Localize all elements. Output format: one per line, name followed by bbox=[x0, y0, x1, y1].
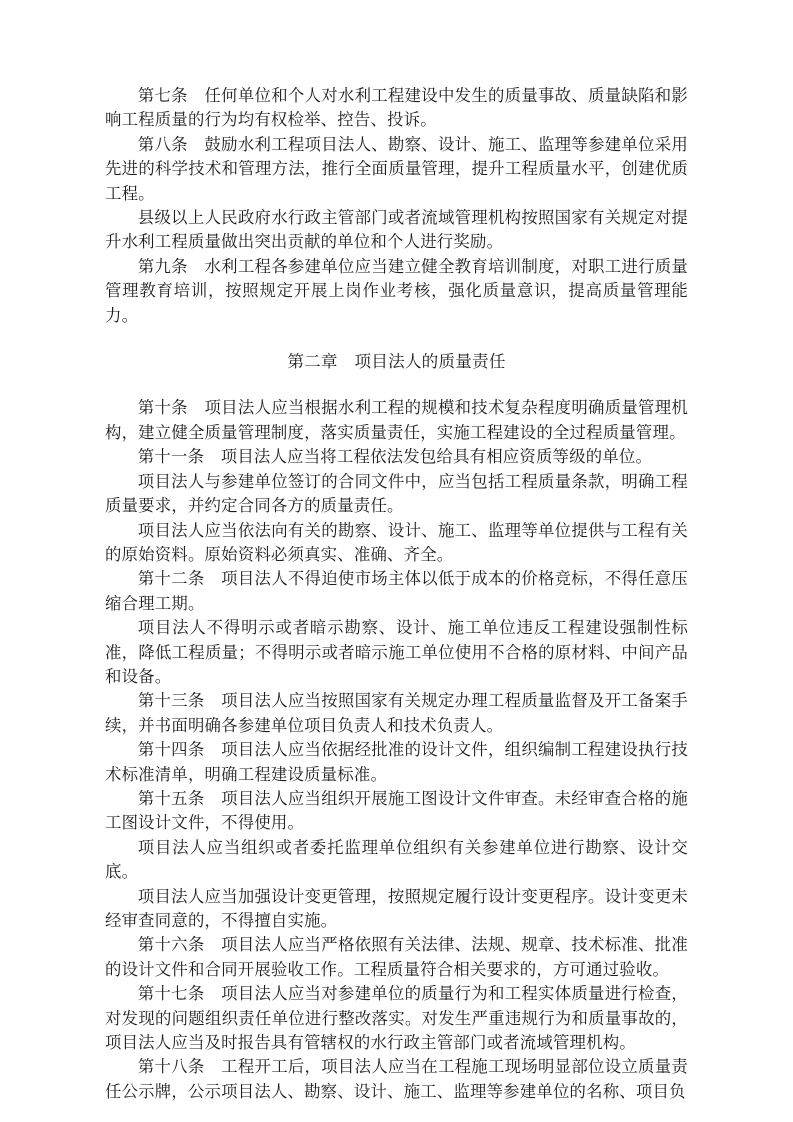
paragraph: 第九条 水利工程各参建单位应当建立健全教育培训制度，对职工进行质量管理教育培训，按照规定开展上岗作业考核，强化质量意识，提高质量管理能力。 bbox=[105, 256, 688, 325]
paragraph: 第十一条 项目法人应当将工程依法发包给具有相应资质等级的单位。 bbox=[137, 447, 653, 467]
paragraph: 第十六条 项目法人应当严格依照有关法律、法规、规章、技术标准、批准的设计文件和合同开展验收工作。工程质量符合相关要求的，方可通过验收。 bbox=[105, 935, 688, 979]
paragraph: 第十七条 项目法人应当对参建单位的质量行为和工程实体质量进行检查，对发现的问题组织责任单位进行整改落实。对发生严重违规行为和质量事故的，项目法人应当及时报告具有管辖权的水行政主管部门或者流域管理机构。 bbox=[105, 984, 688, 1053]
paragraph: 项目法人应当依法向有关的勘察、设计、施工、监理等单位提供与工程有关的原始资料。原始资料必须真实、准确、齐全。 bbox=[105, 520, 688, 564]
paragraph: 第十条 项目法人应当根据水利工程的规模和技术复杂程度明确质量管理机构，建立健全质量管理制度，落实质量责任，实施工程建设的全过程质量管理。 bbox=[105, 398, 688, 442]
paragraph: 项目法人与参建单位签订的合同文件中，应当包括工程质量条款，明确工程质量要求，并约定合同各方的质量责任。 bbox=[105, 471, 688, 516]
paragraph: 第十二条 项目法人不得迫使市场主体以低于成本的价格竞标，不得任意压缩合理工期。 bbox=[105, 569, 688, 613]
paragraph: 第十五条 项目法人应当组织开展施工图设计文件审查。未经审查合格的施工图设计文件，不得使用。 bbox=[105, 788, 688, 833]
paragraph: 第十四条 项目法人应当依据经批准的设计文件，组织编制工程建设执行技术标准清单，明确工程建设质量标准。 bbox=[105, 740, 688, 784]
paragraph: 第十八条 工程开工后，项目法人应当在工程施工现场明显部位设立质量责任公示牌，公示项目法人、勘察、设计、施工、监理等参建单位的名称、项目负 bbox=[105, 1057, 688, 1101]
paragraph: 县级以上人民政府水行政主管部门或者流域管理机构按照国家有关规定对提升水利工程质量做出突出贡献的单位和个人进行奖励。 bbox=[105, 208, 688, 252]
document-body bbox=[105, 84, 688, 1104]
paragraph: 第十三条 项目法人应当按照国家有关规定办理工程质量监督及开工备案手续，并书面明确各参建单位项目负责人和技术负责人。 bbox=[105, 691, 688, 735]
paragraph: 项目法人应当组织或者委托监理单位组织有关参建单位进行勘察、设计交底。 bbox=[105, 837, 688, 882]
chapter-heading: 第二章 项目法人的质量责任 bbox=[287, 352, 506, 372]
paragraph: 第八条 鼓励水利工程项目法人、勘察、设计、施工、监理等参建单位采用先进的科学技术和管理方法，推行全面质量管理，提升工程质量水平，创建优质工程。 bbox=[105, 134, 688, 203]
paragraph: 项目法人不得明示或者暗示勘察、设计、施工单位违反工程建设强制性标准，降低工程质量；不得明示或者暗示施工单位使用不合格的原材料、中间产品和设备。 bbox=[105, 618, 688, 686]
paragraph: 第七条 任何单位和个人对水利工程建设中发生的质量事故、质量缺陷和影响工程质量的行为均有权检举、控告、投诉。 bbox=[105, 86, 688, 130]
paragraph: 项目法人应当加强设计变更管理，按照规定履行设计变更程序。设计变更未经审查同意的，不得擅自实施。 bbox=[105, 886, 688, 930]
